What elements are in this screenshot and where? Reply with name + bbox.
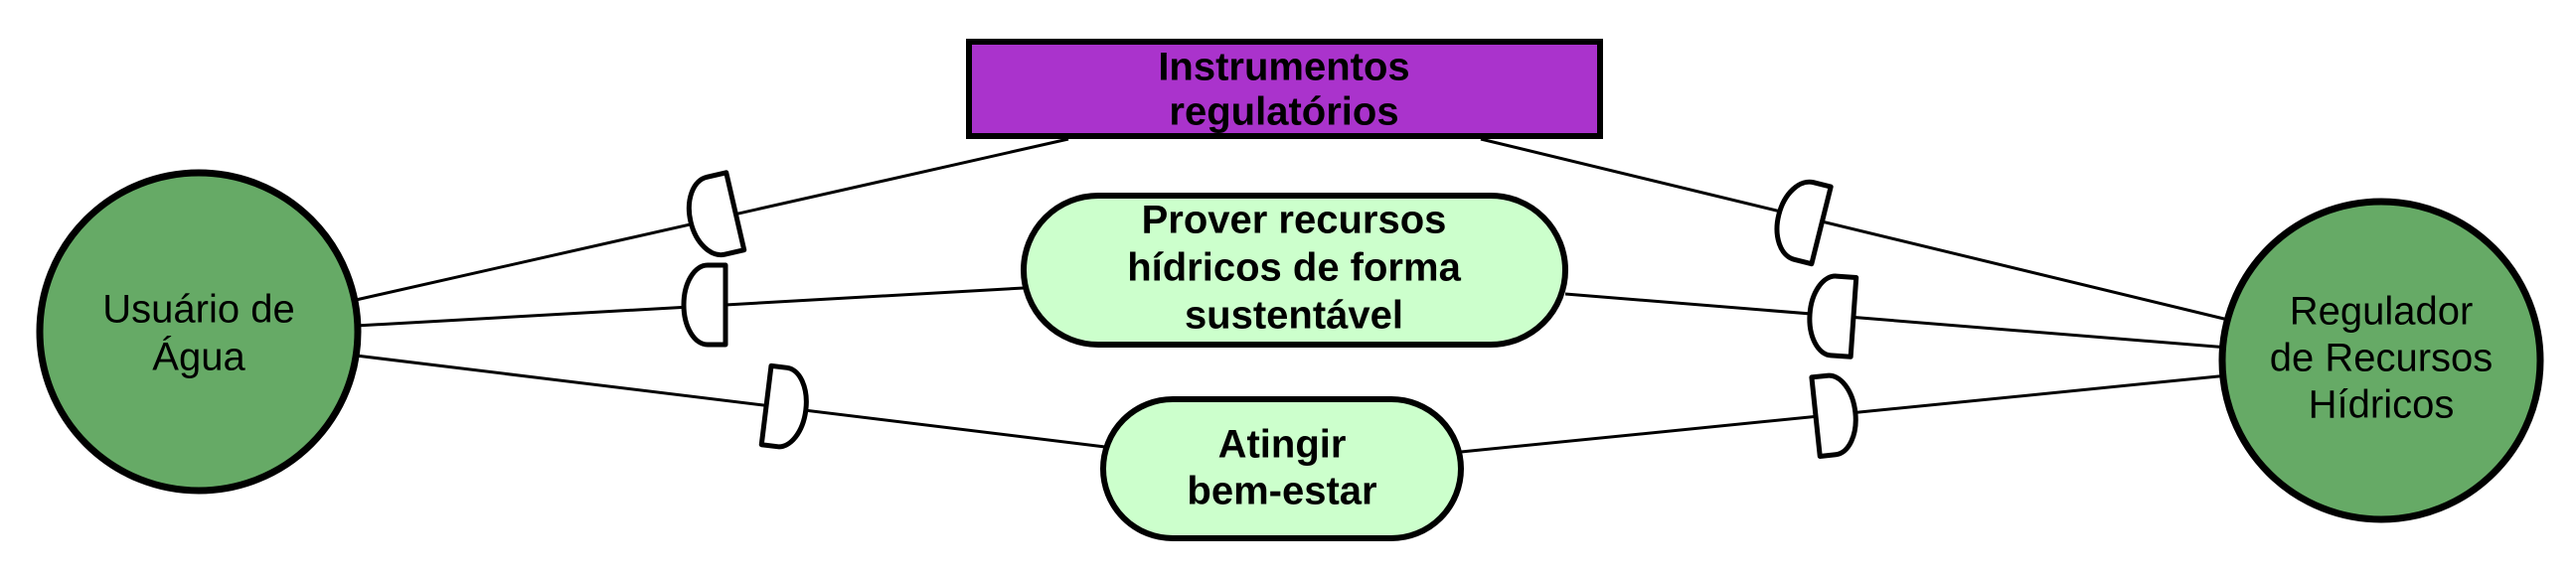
goal-label: bem-estar	[1187, 469, 1377, 513]
goal-label: hídricos de forma	[1127, 245, 1461, 290]
goal-sustainable-water[interactable]	[1024, 196, 1565, 345]
actor-water-user[interactable]	[40, 173, 358, 491]
dependency-marker	[682, 173, 744, 260]
goal-label: Atingir	[1217, 422, 1347, 467]
dependency-marker	[684, 265, 725, 345]
goal-wellbeing[interactable]	[1103, 399, 1461, 538]
link-goal-middle-regulator	[1565, 294, 2228, 348]
goal-label: Prover recursos	[1141, 198, 1447, 242]
actor-water-regulator[interactable]	[2222, 202, 2540, 519]
dependency-marker	[1812, 373, 1859, 457]
actor-label: Usuário de	[102, 287, 295, 332]
resource-regulatory-instruments[interactable]	[969, 42, 1600, 136]
dependency-marker	[1769, 176, 1831, 263]
dependency-marker	[1807, 274, 1855, 357]
link-user-goal-bottom	[356, 356, 1105, 447]
actor-label: Água	[152, 335, 245, 379]
actor-label: Hídricos	[2308, 382, 2455, 427]
actor-circle	[40, 173, 358, 491]
actor-label: de Recursos	[2269, 336, 2494, 380]
goal-label: sustentável	[1184, 293, 1404, 338]
resource-label: regulatórios	[1169, 89, 1399, 134]
resource-label: Instrumentos	[1158, 45, 1410, 89]
dependency-marker	[761, 365, 810, 449]
actor-label: Regulador	[2289, 289, 2474, 334]
